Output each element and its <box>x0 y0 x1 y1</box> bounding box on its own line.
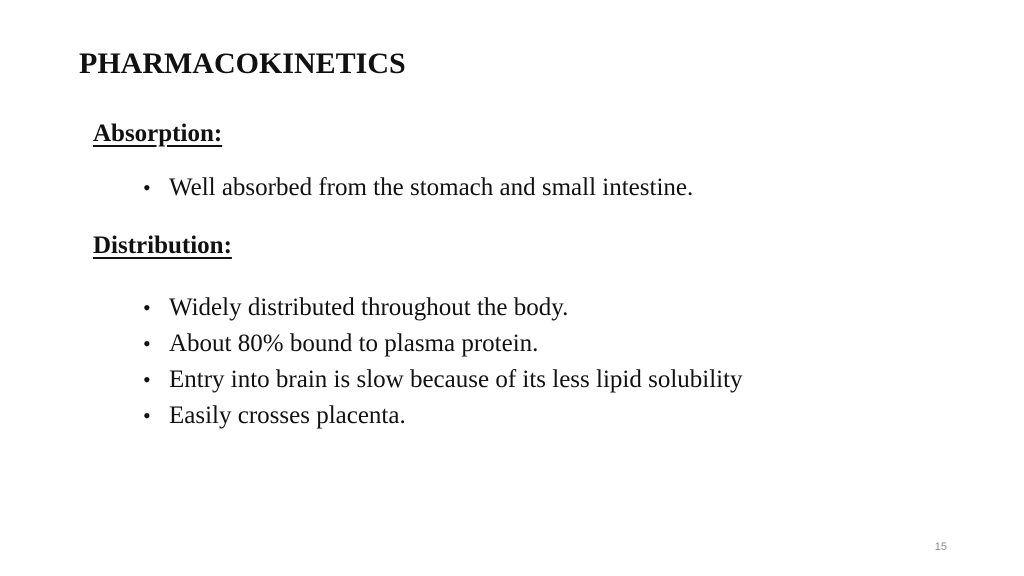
bullet-icon: • <box>143 295 151 320</box>
bullet-text: Entry into brain is slow because of its less lipid solubility <box>169 366 743 393</box>
bullet-icon: • <box>143 367 151 392</box>
section-heading-distribution: Distribution: <box>93 232 232 259</box>
slide-number: 15 <box>934 541 947 553</box>
list-item <box>143 362 743 398</box>
bullet-icon: • <box>143 331 151 356</box>
section-heading-absorption: Absorption: <box>93 120 223 147</box>
bullet-text: Well absorbed from the stomach and small intestine. <box>169 174 694 201</box>
bullet-text: About 80% bound to plasma protein. <box>169 330 539 357</box>
list-item <box>143 290 743 326</box>
absorption-bullet-list <box>143 170 693 206</box>
distribution-bullet-list <box>143 290 743 434</box>
bullet-icon: • <box>143 175 151 200</box>
list-item <box>143 170 693 206</box>
list-item <box>143 398 743 434</box>
list-item <box>143 326 743 362</box>
bullet-icon: • <box>143 403 151 428</box>
slide-title: PHARMACOKINETICS <box>79 47 406 80</box>
bullet-text: Widely distributed throughout the body. <box>169 294 569 321</box>
bullet-text: Easily crosses placenta. <box>169 402 406 429</box>
